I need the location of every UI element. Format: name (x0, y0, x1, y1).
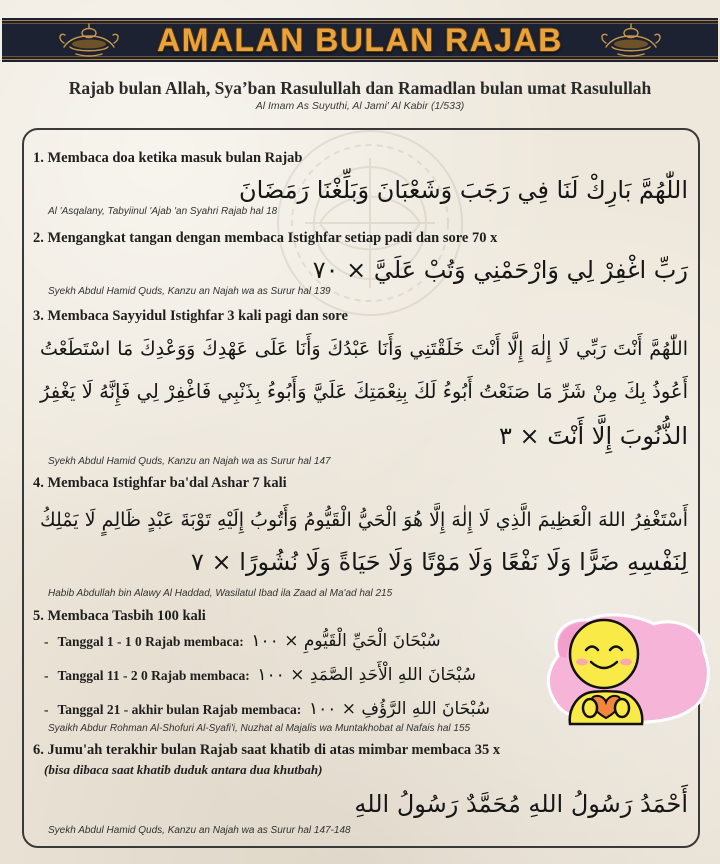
tasbih-date-label: Tanggal 1 - 1 0 Rajab membaca: (57, 634, 244, 649)
item-reference: Habib Abdullah bin Alawy Al Haddad, Wasilatul Ibad ila Zaad al Ma'ad hal 215 (48, 588, 393, 599)
amalan-item-4 (24, 471, 696, 603)
hadith-quote: Rajab bulan Allah, Sya’ban Rasulullah dan Ramadlan bulan umat Rasulullah (68, 78, 652, 98)
tasbih-row (44, 696, 524, 722)
item-heading: 2. Mengangkat tangan dengan membaca Istighfar setiap padi dan sore 70 x (33, 230, 498, 246)
amalan-item-1 (24, 146, 696, 222)
banner-gold-line (2, 59, 718, 60)
item-heading: 4. Membaca Istighfar ba'dal Ashar 7 kali (33, 475, 287, 491)
item-reference: Syekh Abdul Hamid Quds, Kanzu an Najah wa as Surur hal 139 (48, 286, 331, 297)
item-heading: 3. Membaca Sayyidul Istighfar 3 kali pagi dan sore (33, 308, 348, 324)
tasbih-arabic: سُبْحَانَ الْحَيِّ الْقَيُّومِ × ١٠٠ (251, 631, 441, 651)
tasbih-row (44, 628, 524, 654)
arabic-prayer-line: الذُّنُوبَ إِلَّا أَنْتَ × ٣ (498, 422, 688, 450)
tasbih-date-label: Tanggal 11 - 2 0 Rajab membaca: (57, 668, 250, 683)
title-banner (2, 18, 718, 62)
item-reference: Syaikh Abdur Rohman Al-Shofuri Al-Syafi'i, Nuzhat al Majalis wa Muntakhobat al Nafais hal 155 (48, 723, 471, 734)
sticker-face (570, 620, 638, 688)
amalan-item-6 (24, 738, 696, 840)
poster-title: AMALAN BULAN RAJAB (157, 22, 563, 58)
tasbih-date-label: Tanggal 21 - akhir bulan Rajab membaca: (57, 702, 302, 717)
arabic-prayer-line: أَسْتَغْفِرُ اللهَ الْعَظِيمَ الَّذِي لَا إِلٰهَ إِلَّا هُوَ الْحَيُّ الْقَيُّومُ وَأَتُوبُ إِلَيْهِ تَوْبَةَ عَبْدٍ ظَالِمٍ لَا يَمْلِكُ (40, 509, 688, 531)
amalan-item-3 (24, 304, 696, 470)
arabic-prayer-line: أَعُوذُ بِكَ مِنْ شَرِّ مَا صَنَعْتُ أَبُوءُ لَكَ بِنِعْمَتِكَ عَلَيَّ وَأَبُوءُ بِذَنْبِي فَاغْفِرْ لِي فَإِنَّهُ لَا يَغْفِرُ (40, 380, 688, 403)
item-reference: Al 'Asqalany, Tabyiinul 'Ajab 'an Syahri Rajab hal 18 (48, 206, 278, 217)
item-heading: 1. Membaca doa ketika masuk bulan Rajab (33, 150, 303, 166)
list-bullet: - (44, 668, 49, 683)
tasbih-arabic: سُبْحَانَ اللهِ الرَّؤُفِ × ١٠٠ (308, 699, 490, 719)
list-bullet: - (44, 702, 49, 717)
arabic-prayer-line: اللّٰهُمَّ أَنْتَ رَبِّي لَا إِلٰهَ إِلَّا أَنْتَ خَلَقْتَنِي وَأَنَا عَبْدُكَ وَأَنَا عَلَى عَهْدِكَ وَوَعْدِكَ مَا اسْتَطَعْتُ (40, 338, 688, 360)
arabic-prayer-line: رَبِّ اغْفِرْ لِي وَارْحَمْنِي وَتُبْ عَلَيَّ × ٧٠ (312, 256, 688, 284)
list-bullet: - (44, 634, 49, 649)
tasbih-arabic: سُبْحَانَ اللهِ الْأَحَدِ الصَّمَدِ × ١٠٠ (257, 665, 476, 685)
item-heading: 5. Membaca Tasbih 100 kali (33, 608, 206, 624)
item-reference: Syekh Abdul Hamid Quds, Kanzu an Najah wa as Surur hal 147 (48, 456, 331, 467)
item-heading: 6. Jumu'ah terakhir bulan Rajab saat khatib di atas mimbar membaca 35 x (33, 742, 501, 758)
amalan-item-2 (24, 226, 696, 302)
arabic-prayer-line: اللّٰهُمَّ بَارِكْ لَنَا فِي رَجَبَ وَشَعْبَانَ وَبَلِّغْنَا رَمَضَانَ (238, 176, 688, 204)
arabic-prayer-line: لِنَفْسِهِ ضَرًّا وَلَا نَفْعًا وَلَا مَوْتًا وَلَا حَيَاةً وَلَا نُشُورًا × ٧ (191, 548, 688, 576)
arabic-prayer-line: أَحْمَدُ رَسُولُ اللهِ مُحَمَّدٌ رَسُولُ اللهِ (354, 790, 688, 818)
ornament-right-icon (598, 21, 664, 59)
hadith-source: Al Imam As Suyuthi, Al Jami' Al Kabir (1/533) (255, 100, 465, 112)
smiley-heart-sticker-icon (544, 612, 712, 726)
item-reference: Syekh Abdul Hamid Quds, Kanzu an Najah wa as Surur hal 147-148 (48, 825, 351, 836)
tasbih-row (44, 662, 524, 688)
item-note: (bisa dibaca saat khatib duduk antara dua khutbah) (44, 762, 323, 777)
